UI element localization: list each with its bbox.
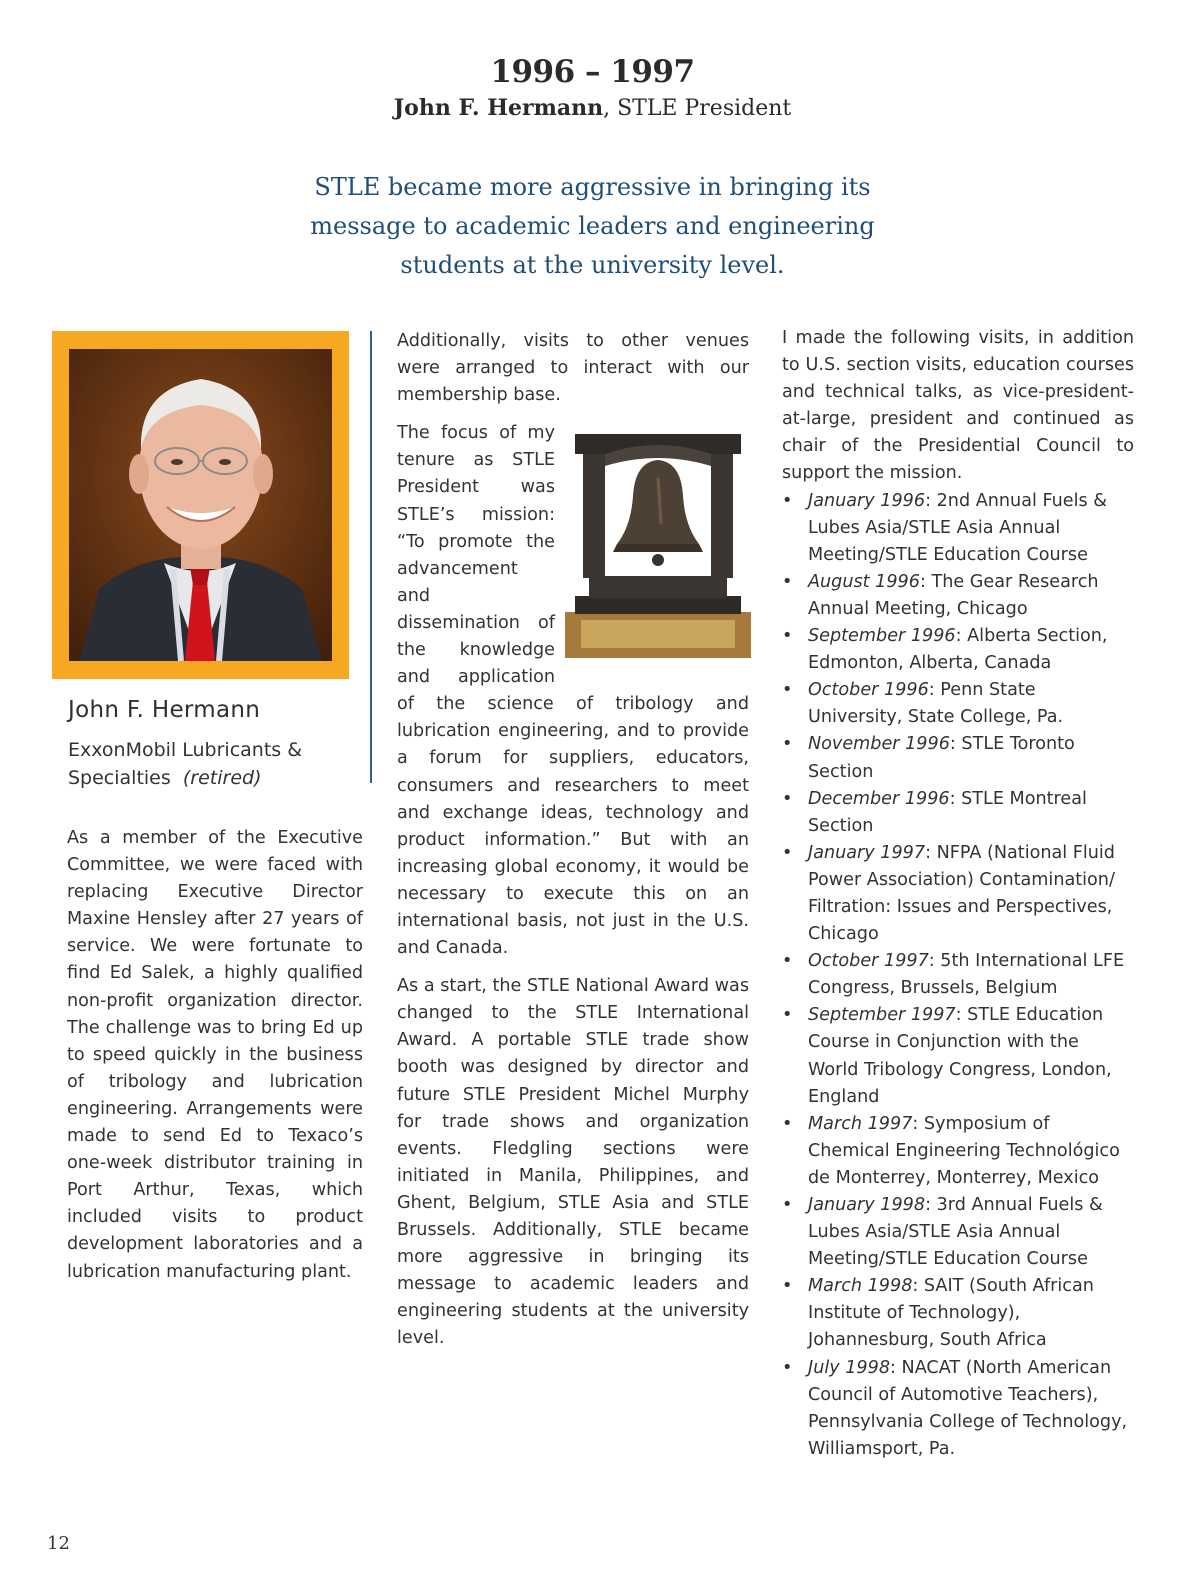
list-item: • August 1996: The Gear Research Annual Meeting, Chicago bbox=[782, 569, 1134, 623]
list-item: • December 1996: STLE Montreal Section bbox=[782, 786, 1134, 840]
column-1 bbox=[67, 825, 363, 1297]
list-item: • November 1996: STLE Toronto Section bbox=[782, 731, 1134, 785]
list-item: • January 1997: NFPA (National Fluid Power Association) Contamination/ Filtration: Issues and Perspectives, Chicago bbox=[782, 840, 1134, 948]
president-title: , STLE President bbox=[603, 96, 792, 121]
column-2 bbox=[397, 328, 749, 1363]
column-2-paragraph-1: Additionally, visits to other venues were arranged to interact with our membership base. bbox=[397, 331, 749, 406]
affiliation-status: (retired) bbox=[182, 767, 262, 789]
list-item: • September 1997: STLE Education Course in Conjunction with the World Tribology Congress, London, England bbox=[782, 1002, 1134, 1110]
portrait-photo bbox=[69, 349, 332, 661]
column-3 bbox=[782, 325, 1134, 1463]
page-header bbox=[0, 52, 1185, 125]
portrait-photo-frame bbox=[52, 331, 349, 679]
list-item: • October 1996: Penn State University, State College, Pa. bbox=[782, 677, 1134, 731]
list-item: • March 1998: SAIT (South African Institute of Technology), Johannesburg, South Africa bbox=[782, 1273, 1134, 1354]
list-item: • October 1997: 5th International LFE Congress, Brussels, Belgium bbox=[782, 948, 1134, 1002]
column-2-paragraph-2: The focus of my tenure as STLE President was STLE’s mission: “To promote the advancement and dissemination of the knowledge and application of the science of tribology and lubrication engineering, and to provide a forum for suppliers, educators, consumers and researchers to meet and exchange ideas, technology and product information.” But with an increasing global economy, it would be necessary to execute this on an international basis, not just in the U.S. and Canada. bbox=[397, 423, 749, 959]
column-divider bbox=[370, 331, 372, 783]
page-number: 12 bbox=[47, 1533, 70, 1554]
column-3-intro: I made the following visits, in addition to U.S. section visits, education courses and technical talks, as vice-president-at-large, president and continued as chair of the Presidential Council to support the mission. bbox=[782, 328, 1134, 484]
list-item: • January 1996: 2nd Annual Fuels & Lubes Asia/STLE Asia Annual Meeting/STLE Education Course bbox=[782, 488, 1134, 569]
liberty-bell-award-image bbox=[565, 426, 751, 658]
list-item: • January 1998: 3rd Annual Fuels & Lubes Asia/STLE Asia Annual Meeting/STLE Education Course bbox=[782, 1192, 1134, 1273]
list-item: • September 1996: Alberta Section, Edmonton, Alberta, Canada bbox=[782, 623, 1134, 677]
years-heading: 1996 – 1997 bbox=[490, 54, 695, 90]
profile-affiliation bbox=[68, 736, 358, 792]
award-trophy-drawing bbox=[565, 426, 751, 658]
column-1-paragraph: As a member of the Executive Committee, we were faced with replacing Executive Director Maxine Hensley after 27 years of service. We were fortunate to find Ed Salek, a highly qualified non-profit organization director. The challenge was to bring Ed up to speed quickly in the business of tribology and lubrication engineering. Arrangements were made to send Ed to Texaco’s one-week distributor training in Port Arthur, Texas, which included visits to product development laboratories and a lubrication manufacturing plant. bbox=[67, 828, 363, 1282]
visits-list bbox=[782, 488, 1134, 1463]
list-item: • March 1997: Symposium of Chemical Engineering Technológico de Monterrey, Monterrey, Mexico bbox=[782, 1111, 1134, 1192]
column-2-paragraph-3: As a start, the STLE National Award was changed to the STLE International Award. A portable STLE trade show booth was designed by director and future STLE President Michel Murphy for trade shows and organization events. Fledgling sections were initiated in Manila, Philippines, and Ghent, Belgium, STLE Asia and STLE Brussels. Additionally, STLE became more aggressive in bringing its message to academic leaders and engineering students at the university level. bbox=[397, 976, 749, 1349]
profile-name: John F. Hermann bbox=[68, 697, 261, 723]
affiliation-company: ExxonMobil Lubricants & Specialties bbox=[68, 739, 303, 789]
list-item: • July 1998: NACAT (North American Council of Automotive Teachers), Pennsylvania College of Technology, Williamsport, Pa. bbox=[782, 1355, 1134, 1463]
president-name: John F. Hermann bbox=[393, 95, 604, 121]
president-line bbox=[0, 92, 1185, 125]
pull-quote: STLE became more aggressive in bringing its message to academic leaders and engineering students at the university level. bbox=[310, 173, 875, 279]
